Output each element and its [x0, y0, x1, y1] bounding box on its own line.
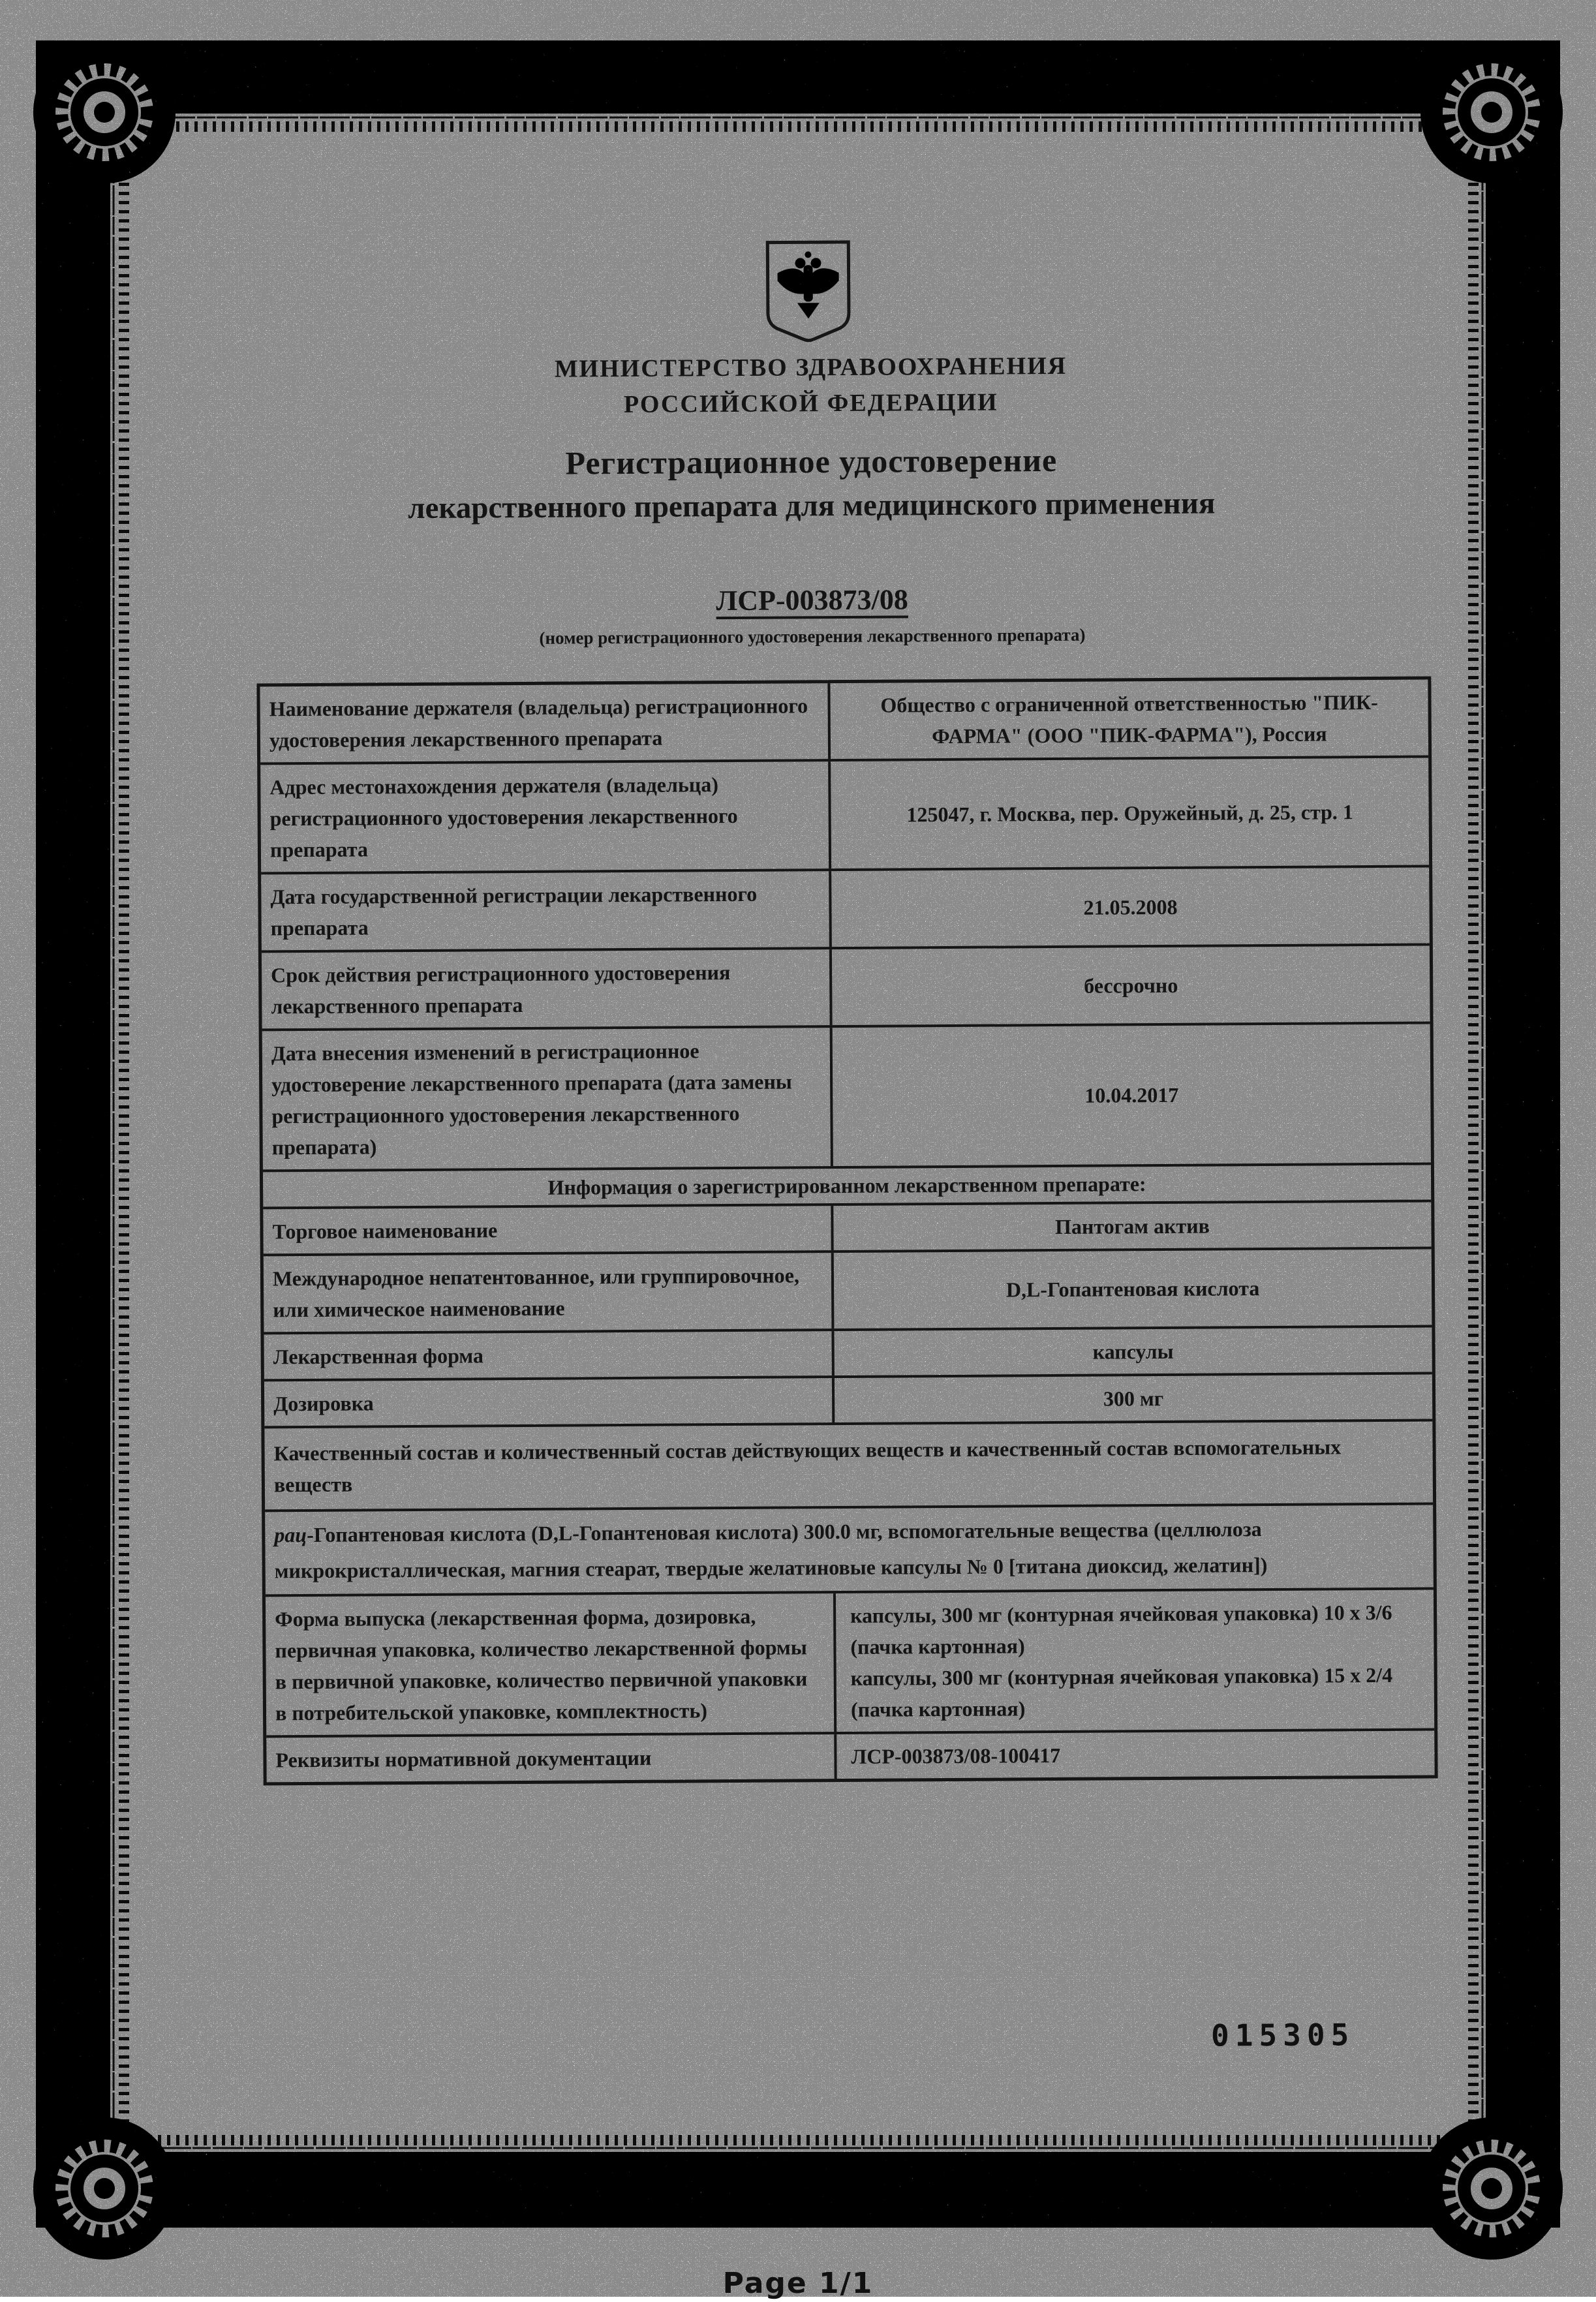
table-row-holder-address [260, 755, 1429, 872]
coat-of-arms-icon [763, 239, 855, 344]
ministry-line1: МИНИСТЕРСТВО ЗДРАВООХРАНЕНИЯ [554, 352, 1067, 383]
row-value: Пантогам актив [1054, 1214, 1210, 1239]
row-value: ЛСР-003873/08-100417 [851, 1743, 1061, 1768]
table-row-composition [265, 1502, 1434, 1594]
table-row-registration-date [261, 865, 1430, 950]
row-label: Наименование держателя (владельца) регистрационного удостоверения лекарственного препарата [260, 683, 831, 762]
row-value: Общество с ограниченной ответственностью "ПИК-ФАРМА" (ООО "ПИК-ФАРМА"), Россия [880, 690, 1378, 748]
composition-header: Качественный состав и количественный состав действующих веществ и качественный состав вспомогательных веществ [273, 1435, 1342, 1497]
row-label: Реквизиты нормативной документации [266, 1734, 836, 1782]
row-label: Дата внесения изменений в регистрационное удостоверение лекарственного препарата (дата замены регистрационного удостоверения лекарственного препарата) [262, 1028, 833, 1169]
row-label: Дозировка [264, 1378, 835, 1426]
row-value: 300 мг [1103, 1386, 1164, 1411]
table-row-amendment-date [262, 1021, 1431, 1169]
registration-number: ЛСР-003873/08 [716, 583, 908, 617]
registration-table [256, 676, 1437, 1785]
row-value: капсулы [1092, 1339, 1174, 1364]
composition-rest: -Гопантеновая кислота (D,L-Гопантеновая кислота) 300.0 мг, вспомогательные вещества (целлюлоза микрокристаллическая, магния стеарат, твердые желатиновые капсулы № 0 [титана диоксид, желатин]) [274, 1517, 1268, 1583]
row-value [836, 1590, 1434, 1732]
document-title: Регистрационное удостоверение [565, 441, 1058, 482]
ministry-name [217, 346, 1405, 425]
table-row-validity [262, 943, 1430, 1028]
row-value: D,L-Гопантеновая кислота [1005, 1276, 1260, 1302]
table-row-dosage [264, 1372, 1432, 1426]
row-label: Срок действия регистрационного удостоверения лекарственного препарата [262, 949, 833, 1028]
row-label: Лекарственная форма [264, 1331, 834, 1379]
serial-number: 015305 [1210, 2017, 1355, 2053]
release-form-line1: капсулы, 300 мг (контурная ячейковая упаковка) 10 х 3/6 (пачка картонная) [850, 1600, 1392, 1659]
row-label: Торговое наименование [263, 1206, 833, 1253]
row-value: бессрочно [1084, 973, 1178, 998]
registration-number-caption: (номер регистрационного удостоверения лекарственного препарата) [539, 624, 1086, 648]
ministry-line2: РОССИЙСКОЙ ФЕДЕРАЦИИ [623, 388, 998, 419]
info-banner: Информация о зарегистрированном лекарственном препарате: [547, 1172, 1146, 1199]
table-row-inn-name [264, 1246, 1432, 1332]
table-row-release-form [266, 1588, 1434, 1736]
document-subtitle: лекарственного препарата для медицинского применения [408, 486, 1216, 526]
table-row-trade-name [263, 1199, 1431, 1253]
composition-prefix: рац [274, 1523, 307, 1547]
table-row-dosage-form [264, 1325, 1432, 1379]
table-row-composition-header [264, 1419, 1433, 1509]
row-label: Дата государственной регистрации лекарственного препарата [261, 871, 832, 950]
row-value: 125047, г. Москва, пер. Оружейный, д. 25, стр. 1 [906, 800, 1353, 827]
release-form-line2: капсулы, 300 мг (контурная ячейковая упаковка) 15 х 2/4 (пачка картонная) [850, 1663, 1393, 1721]
table-row-info-banner [263, 1162, 1431, 1206]
row-label: Форма выпуска (лекарственная форма, дозировка, первичная упаковка, количество лекарственной формы в первичной упаковке, количество первичной упаковки в потребительской упаковке, комплектность) [266, 1593, 836, 1735]
table-row-normative-docs [266, 1728, 1434, 1783]
page-footer: Page 1/1 [722, 2267, 874, 2300]
composition-text [265, 1505, 1434, 1594]
row-value: 10.04.2017 [1084, 1082, 1179, 1107]
row-label: Международное непатентованное, или группировочное, или химическое наименование [264, 1253, 835, 1332]
row-label: Адрес местонахождения держателя (владельца) регистрационного удостоверения лекарственного препарата [260, 761, 831, 872]
row-value: 21.05.2008 [1083, 895, 1178, 919]
table-row-holder-name [260, 679, 1428, 762]
